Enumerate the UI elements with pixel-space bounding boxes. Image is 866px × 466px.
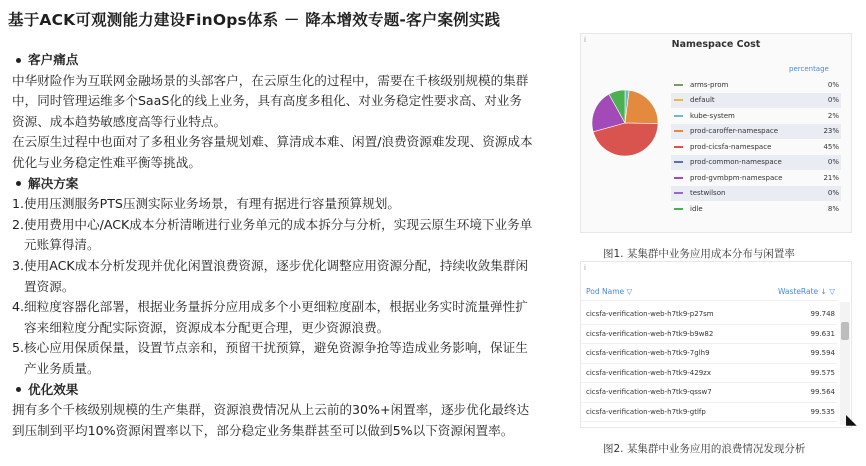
pie-slice-prod-caroffer-namespace[interactable] — [625, 90, 658, 123]
legend-swatch-icon — [674, 177, 683, 179]
waste-rate-cell: 99.748 — [810, 310, 835, 319]
legend-value: 45% — [823, 142, 839, 151]
table-row[interactable] — [581, 344, 837, 364]
panel-title: Namespace Cost — [671, 39, 761, 50]
solution-item — [12, 338, 534, 379]
legend-label: testwilson — [690, 189, 726, 198]
table-row[interactable] — [581, 305, 837, 325]
legend-item[interactable] — [671, 186, 841, 202]
legend-swatch-icon — [674, 84, 683, 86]
pain-para-2: 在云原生过程中也面对了多租业务容量规划难、算清成本难、闲置/浪费资源难发现、资源成本优化与业务稳定性难平衡等挑战。 — [12, 134, 533, 170]
effect-heading — [12, 380, 534, 401]
solution-heading — [12, 174, 534, 195]
solution-item — [12, 215, 534, 256]
column-header-pod[interactable] — [581, 287, 771, 296]
scrollbar[interactable] — [840, 302, 850, 425]
waste-rate-table — [580, 261, 852, 428]
bullet-icon — [16, 387, 21, 392]
legend-item[interactable] — [671, 170, 841, 186]
legend-item[interactable] — [671, 77, 841, 93]
legend-item[interactable] — [671, 108, 841, 124]
legend-swatch-icon — [674, 161, 683, 163]
info-icon[interactable]: i — [584, 264, 586, 272]
item-text: 使用压测服务PTS压测实际业务场景，有理有据进行容量预算规划。 — [24, 196, 400, 212]
legend-swatch-icon — [674, 99, 683, 101]
legend-label: default — [690, 96, 715, 105]
legend-header[interactable]: percentage — [789, 65, 829, 73]
pod-name-cell: cicsfa-verification-web-h7tk9-gtlfp — [586, 407, 706, 416]
table-row[interactable] — [581, 383, 837, 403]
mouse-cursor-icon: ◣ — [846, 412, 857, 428]
waste-rate-cell: 99.594 — [810, 349, 835, 358]
legend-item[interactable] — [671, 139, 841, 155]
solution-item — [12, 297, 534, 338]
legend-label: kube-system — [690, 111, 735, 120]
item-number: 4. — [12, 299, 25, 315]
pod-name-cell: cicsfa-verification-web-h7tk9-7glh9 — [586, 349, 710, 358]
bullet-icon — [16, 58, 21, 63]
legend-swatch-icon — [674, 115, 683, 117]
pain-heading-text: 客户痛点 — [28, 52, 79, 67]
slide-title: 基于ACK可观测能力建设FinOps体系 － 降本增效专题-客户案例实践 — [8, 11, 501, 29]
legend-swatch-icon — [674, 130, 683, 132]
column-label: Pod Name — [586, 287, 625, 296]
legend-item[interactable] — [671, 124, 841, 140]
item-text: 核心应用保质保量，设置节点亲和，预留干扰预算，避免资源争抢等造成业务影响，保证生产业务质量。 — [24, 340, 528, 376]
figure1-caption: 图1. 某集群中业务应用成本分布与闲置率 — [603, 248, 795, 260]
legend-label: prod-cicsfa-namespace — [690, 142, 772, 151]
waste-rate-cell: 99.575 — [810, 368, 835, 377]
legend-item[interactable] — [671, 201, 841, 217]
item-number: 2. — [12, 216, 25, 232]
pod-name-cell: cicsfa-verification-web-h7tk9-429zx — [586, 368, 711, 377]
pod-name-cell: cicsfa-verification-web-h7tk9-qssw7 — [586, 388, 712, 397]
case-text — [12, 50, 534, 441]
table-header — [581, 283, 837, 301]
item-text: 使用ACK成本分析发现并优化闲置浪费资源，逐步优化调整应用资源分配，持续收敛集群闲置资源。 — [24, 257, 529, 294]
table-body — [581, 305, 837, 422]
legend-value: 21% — [823, 173, 839, 182]
column-label: WasteRate — [777, 287, 819, 296]
pie-chart — [587, 66, 667, 176]
legend-label: prod-gvmbpm-namespace — [690, 173, 783, 182]
legend-value: 0% — [827, 189, 839, 198]
legend-item[interactable] — [671, 93, 841, 109]
solution-item — [12, 256, 534, 297]
legend-label: prod-caroffer-namespace — [690, 127, 779, 136]
pain-para-1: 中华财险作为互联网金融场景的头部客户，在云原生化的过程中，需要在千核级别规模的集群中，同时管理运维多个SaaS化的线上业务，具有高度多租化、对业务稳定性要求高、对业务资源、成本趋势敏感度高等行业特点。 — [12, 72, 529, 129]
pod-name-cell: cicsfa-verification-web-h7tk9-b9w82 — [586, 329, 714, 338]
table-row[interactable] — [581, 325, 837, 345]
legend-label: prod-common-namespace — [690, 158, 782, 167]
legend — [671, 77, 841, 217]
item-text: 细粒度容器化部署，根据业务量拆分应用成多个小更细粒度副本，根据业务实时流量弹性扩容来细粒度分配实际资源，资源成本分配更合理，更少资源浪费。 — [24, 299, 528, 335]
legend-swatch-icon — [674, 208, 683, 210]
legend-label: arms-prom — [690, 80, 729, 89]
item-number: 5. — [12, 340, 25, 356]
filter-icon[interactable]: ▽ — [626, 287, 633, 296]
legend-swatch-icon — [674, 192, 683, 194]
legend-swatch-icon — [674, 146, 683, 148]
filter-icon[interactable]: ▽ — [829, 287, 835, 296]
legend-value: 23% — [823, 127, 839, 136]
table-row[interactable] — [581, 403, 837, 423]
table-row[interactable] — [581, 364, 837, 384]
waste-rate-cell: 99.564 — [810, 388, 835, 397]
waste-rate-cell: 99.631 — [810, 329, 835, 338]
legend-value: 2% — [827, 111, 839, 120]
solution-heading-text: 解决方案 — [28, 175, 79, 191]
bullet-icon — [16, 181, 21, 186]
waste-rate-cell: 99.535 — [810, 407, 835, 416]
item-number: 1. — [12, 196, 25, 212]
legend-value: 8% — [827, 204, 839, 213]
legend-item[interactable] — [671, 155, 841, 171]
pod-name-cell: cicsfa-verification-web-h7tk9-p27sm — [586, 310, 714, 319]
figure2-caption: 图2. 某集群中业务应用的浪费情况发现分析 — [603, 443, 806, 455]
column-header-waste[interactable] — [771, 287, 837, 296]
effect-para: 拥有多个千核级别规模的生产集群，资源浪费情况从上云前的30%+闲置率，逐步优化最终达到压制到平均10%资源闲置率以下，部分稳定业务集群甚至可以做到5%以下资源闲置率。 — [12, 402, 530, 438]
item-number: 3. — [12, 257, 25, 273]
solution-item — [12, 194, 534, 215]
effect-heading-text: 优化效果 — [28, 381, 79, 397]
info-icon[interactable]: i — [584, 36, 586, 44]
legend-value: 0% — [827, 96, 839, 105]
legend-value: 0% — [827, 158, 839, 167]
namespace-cost-panel — [580, 33, 852, 233]
item-text: 使用费用中心/ACK成本分析清晰进行业务单元的成本拆分与分析，实现云原生环境下业务单元账算得清。 — [24, 216, 533, 253]
legend-label: idle — [690, 204, 703, 213]
legend-value: 0% — [827, 80, 839, 89]
scrollbar-thumb[interactable] — [841, 322, 849, 340]
pain-heading — [12, 50, 534, 71]
sort-icon[interactable]: ↓ — [820, 287, 827, 296]
